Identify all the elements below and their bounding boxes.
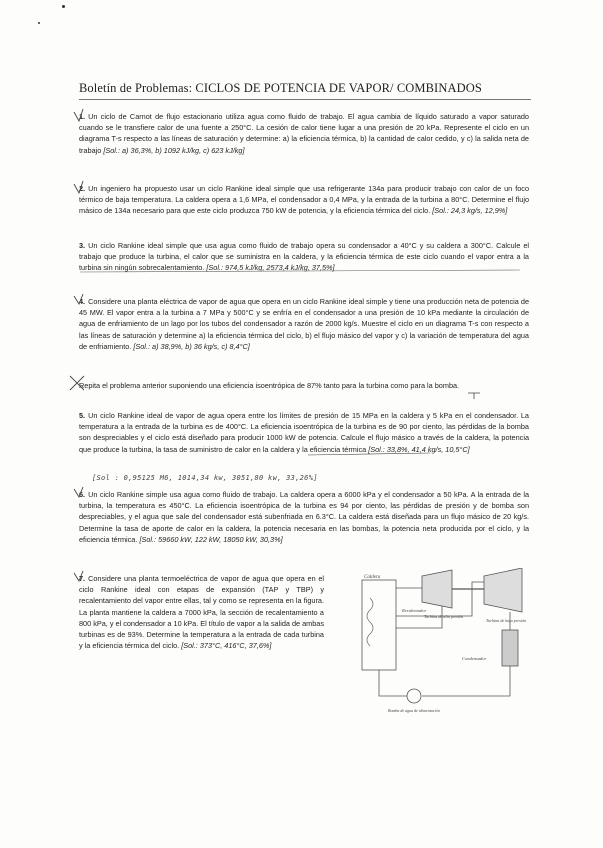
page-title: Boletín de Problemas: CICLOS DE POTENCIA DE VAPOR/ COMBINADOS <box>79 81 482 95</box>
pipe <box>379 670 407 696</box>
problem-5 <box>79 410 529 455</box>
problem-2 <box>79 183 529 217</box>
speck <box>38 22 40 24</box>
solution: [Sol.: a) 38,9%, b) 36 kg/s, c) 8,4°C] <box>133 341 250 351</box>
solution: [Sol.: 24,3 kg/s, 12,9%] <box>432 206 508 216</box>
solution: [Sol.: 59660 kW, 122 kW, 18050 kW, 30,3%] <box>139 534 283 544</box>
title-underline <box>79 99 531 100</box>
condenser-label: Condensador <box>462 656 487 661</box>
problem-text: Un ciclo de Carnot de flujo estacionario utiliza agua como fluido de trabajo. El agua cambia de líquido saturado a vapor saturado cuando se le transfiere calor de una fuente a 250°C. La cesión de calor tiene lugar a una presión de 20 kPa. Represente el ciclo en un diagrama T-s respecto a las líneas de saturación y determine: a) la eficiencia térmica, b) la cantidad de calor cedido, y c) la salida neta de trabajo <box>79 112 529 155</box>
low-pressure-turbine <box>484 568 522 612</box>
solution: [Sol.: a) 36,3%, b) 1092 kJ/kg, c) 623 kJ/kg] <box>103 145 245 155</box>
hp-turbine-label: Turbina de alta presión <box>424 614 464 619</box>
solution: [Sol.: 33,8%, 41,4 kg/s, 10,5°C] <box>368 444 470 454</box>
problem-text: Considere una planta termoeléctrica de vapor de agua que opera en el ciclo Rankine ideal con etapas de expansión (TAP y TBP) y recalentamiento del vapor entre ellas, tal y como se representa en la figura. La planta mantiene la caldera a 7000 kPa, la sección de recalentamiento a 800 kPa, y el condensador a 10 kPa. El título de vapor a la salida de ambas turbinas es de 93%. Determine la temperatura a la entrada de cada turbina y la eficiencia térmica del ciclo. <box>79 574 325 651</box>
solution: [Sol.: 373°C, 416°C, 37,6%] <box>181 641 272 651</box>
condenser-box <box>502 630 518 666</box>
problem-number: 2. <box>79 184 86 193</box>
problem-4b <box>79 380 529 391</box>
high-pressure-turbine <box>422 570 452 608</box>
problem-number: 1. <box>79 112 86 121</box>
solution: [Sol.: 974,5 kJ/kg, 2573,4 kJ/kg, 37,5%] <box>206 263 335 273</box>
handwritten-solution-note: [Sol : 0,95125 M6, 1014,34 kw, 3051,80 kw, 33,26%] <box>92 474 318 482</box>
speck <box>62 5 65 8</box>
reheat-rankine-diagram <box>352 568 542 718</box>
pipe <box>422 666 510 696</box>
problem-6 <box>79 489 529 545</box>
problem-number: 4. <box>79 297 86 306</box>
problem-number: 6. <box>79 490 86 499</box>
boiler-label: Caldera <box>364 575 381 580</box>
arrow-mark <box>468 393 480 399</box>
problem-number: 5. <box>79 411 86 420</box>
problem-7 <box>79 573 324 651</box>
lp-turbine-label: Turbina de baja presión <box>486 618 527 623</box>
pump-label: Bomba de agua de alimentación <box>388 708 440 713</box>
boiler-coil <box>367 598 373 646</box>
boiler-box <box>362 580 396 670</box>
reheater-label: Recalentador <box>402 608 427 613</box>
problem-text: Considere una planta eléctrica de vapor de agua que opera en un ciclo Rankine ideal simple y tiene una producción neta de potencia de 45 MW. El vapor entra a la turbina a 7 MPa y 500°C y se enfría en el condensador a una presión de 10 kPa mediante la circulación de agua de enfriamiento de un lago por los tubos del condensador a razón de 2000 kg/s. Muestre el ciclo en un diagrama T-s con respecto a las líneas de saturación y determine a) la eficiencia térmica del ciclo, b) el flujo másico del vapor y c) la variación de temperatura del agua de enfriamiento. <box>79 297 529 351</box>
problem-text: Un ingeniero ha propuesto usar un ciclo Rankine ideal simple que usa refrigerante 134a para producir trabajo con calor de un foco térmico de baja temperatura. La caldera opera a 1,6 MPa, el condensador a 0,4 MPa, y la entrada de la turbina a 80°C. Determine el flujo másico de 134a necesario para que este ciclo produzca 750 kW de potencia, y la eficiencia térmica del ciclo. <box>79 184 529 216</box>
problem-3 <box>79 240 529 274</box>
problem-text: Un ciclo Rankine ideal simple que usa agua como fluido de trabajo opera su condensador a 40°C y su caldera a 300°C. Calcule el trabajo que produce la turbina, el calor que se suministra en la caldera, y la eficiencia térmica de este ciclo cuando el vapor entra a la turbina sin ningún sobrecalentamiento. <box>79 241 529 273</box>
problem-text: Repita el problema anterior suponiendo una eficiencia isoentrópica de 87% tanto para la turbina como para la bomba. <box>79 381 460 390</box>
problem-text: Un ciclo Rankine ideal de vapor de agua opera entre los límites de presión de 15 MPa en la caldera y 5 kPa en el condensador. La temperatura a la entrada de la turbina es de 400°C. La eficiencia isoentrópica de la turbina es de 90 por ciento, las pérdidas de la bomba son despreciables y el ciclo está diseñado para producir 1000 kW de potencia. Calcule el flujo másico a través de la caldera, la potencia que produce la turbina, la tasa de suministro de calor en la caldera y la eficiencia térmica <box>79 411 529 454</box>
problem-4 <box>79 296 529 352</box>
problem-text: Un ciclo Rankine simple usa agua como fluido de trabajo. La caldera opera a 6000 kPa y el condensador a 50 kPa. A la entrada de la turbina, la temperatura es 450°C. La eficiencia isoentrópica de la turbina es 94 por ciento, las pérdidas de presión y de bomba son despreciables, y el agua que sale del condensador está subenfriada en 6.3°C. La caldera está diseñada para un flujo másico de 20 kg/s. Determine la tasa de aporte de calor en la caldera, la potencia necesaria en las bombas, la potencia neta producida por el ciclo, y la eficiencia térmica. <box>79 490 529 544</box>
pump-icon <box>407 689 421 703</box>
problem-number: 7. <box>79 574 86 583</box>
problem-number: 3. <box>79 241 86 250</box>
problem-1 <box>79 111 529 156</box>
